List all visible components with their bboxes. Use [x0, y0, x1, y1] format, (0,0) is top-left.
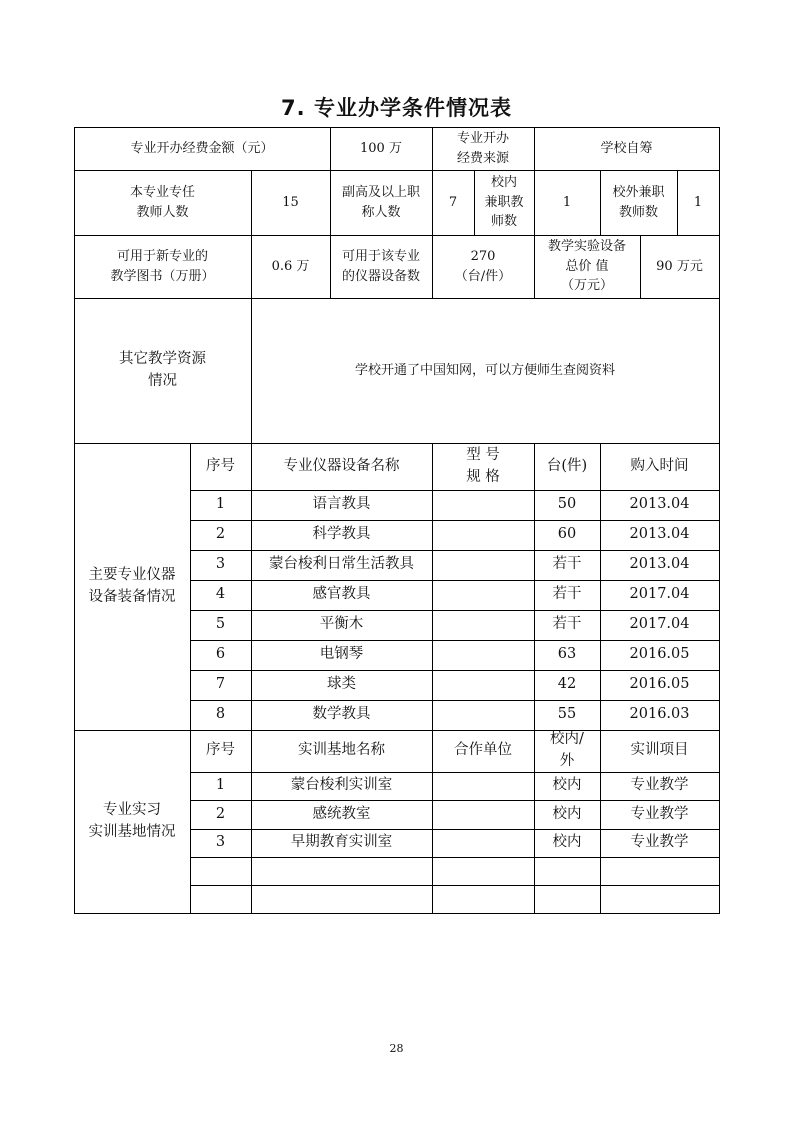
funding-source-label: 专业开办 经费来源	[456, 131, 509, 166]
eq-cell-qty: 60	[557, 526, 577, 543]
table-rule	[432, 127, 433, 171]
tr-cell-project: 专业教学	[630, 834, 689, 851]
table-rule	[251, 443, 252, 914]
table-rule	[640, 235, 641, 299]
eq-cell-name: 语言教具	[312, 496, 371, 513]
eq-cell-name: 数学教具	[312, 706, 371, 723]
table-rule	[190, 550, 720, 551]
table-rule	[74, 170, 720, 171]
tr-cell-project	[600, 885, 719, 913]
table-rule	[190, 640, 720, 641]
external-parttime-label: 校外兼职 教师数	[612, 185, 665, 220]
table-rule	[534, 127, 535, 171]
eq-cell-index: 1	[215, 496, 226, 513]
tr-cell-index	[190, 885, 251, 913]
tr-cell-index	[190, 857, 251, 885]
tr-cell-project	[600, 857, 719, 885]
eq-cell-date: 2017.04	[629, 616, 690, 633]
senior-title-label: 副高及以上职 称人数	[341, 185, 420, 220]
tr-cell-location: 校内	[552, 834, 582, 851]
internal-parttime-label: 校内 兼职教 师数	[484, 175, 524, 230]
eq-cell-name: 平衡木	[319, 616, 364, 633]
funding-source-value: 学校自筹	[600, 140, 653, 156]
tr-cell-partner	[432, 885, 534, 913]
eq-cell-date: 2016.05	[629, 646, 690, 663]
eq-cell-index: 7	[215, 676, 226, 693]
table-rule	[74, 730, 720, 731]
table-rule	[190, 700, 720, 701]
eq-cell-index: 5	[215, 616, 226, 633]
external-parttime-value: 1	[693, 194, 703, 210]
eq-header-index: 序号	[206, 457, 235, 474]
eq-cell-index: 6	[215, 646, 226, 663]
tr-header-location: 校内/ 外	[550, 731, 584, 769]
tr-cell-index: 3	[215, 834, 226, 851]
table-rule	[74, 443, 720, 444]
equipment-value-label: 教学实验设备 总价 值 （万元）	[547, 239, 626, 294]
table-rule	[251, 298, 252, 444]
eq-cell-qty: 42	[557, 676, 577, 693]
page-number: 28	[389, 1042, 404, 1055]
tr-cell-partner	[432, 857, 534, 885]
table-rule	[74, 913, 720, 914]
table-rule	[74, 235, 720, 236]
tr-cell-location: 校内	[552, 805, 582, 822]
eq-cell-name: 科学教具	[312, 526, 371, 543]
tr-cell-project: 专业教学	[630, 805, 689, 822]
eq-header-qty: 台(件)	[546, 457, 588, 474]
equipment-value-value: 90 万元	[656, 258, 703, 274]
table-rule	[74, 127, 720, 128]
eq-cell-date: 2016.05	[629, 676, 690, 693]
eq-cell-name: 感官教具	[312, 586, 371, 603]
tr-cell-project: 专业教学	[630, 777, 689, 794]
table-rule	[534, 443, 535, 914]
table-rule	[190, 520, 720, 521]
tr-cell-index: 2	[215, 805, 226, 822]
table-rule	[190, 670, 720, 671]
table-rule	[251, 170, 252, 236]
table-rule	[534, 170, 535, 236]
table-rule	[190, 580, 720, 581]
table-rule	[432, 235, 433, 299]
other-resources-value: 学校开通了中国知网，可以方便师生查阅资料	[354, 362, 615, 378]
eq-cell-date: 2017.04	[629, 586, 690, 603]
eq-cell-qty: 55	[557, 706, 577, 723]
tr-header-index: 序号	[206, 742, 235, 759]
table-rule	[190, 885, 720, 886]
eq-header-date: 购入时间	[630, 457, 689, 474]
table-rule	[534, 235, 535, 299]
books-value: 0.6 万	[271, 258, 310, 274]
table-rule	[74, 298, 720, 299]
tr-cell-location: 校内	[552, 777, 582, 794]
tr-cell-name: 蒙台梭利实训室	[290, 777, 393, 794]
eq-cell-index: 3	[215, 556, 226, 573]
table-rule	[251, 235, 252, 299]
table-rule	[190, 610, 720, 611]
table-rule	[330, 235, 331, 299]
eq-cell-name: 球类	[327, 676, 356, 693]
eq-cell-model	[432, 640, 534, 670]
table-rule	[600, 443, 601, 914]
table-rule	[432, 170, 433, 236]
fulltime-teachers-label: 本专业专任 教师人数	[129, 185, 195, 220]
funding-amount-label: 专业开办经费金额（元）	[130, 140, 274, 156]
eq-cell-index: 2	[215, 526, 226, 543]
eq-cell-date: 2016.03	[629, 706, 690, 723]
eq-cell-date: 2013.04	[629, 526, 690, 543]
tr-header-name: 实训基地名称	[298, 742, 385, 759]
eq-cell-qty: 50	[557, 496, 577, 513]
table-rule	[190, 857, 720, 858]
eq-cell-date: 2013.04	[629, 556, 690, 573]
eq-cell-model	[432, 580, 534, 610]
table-rule	[190, 443, 191, 914]
fulltime-teachers-value: 15	[282, 194, 299, 210]
tr-cell-location	[534, 885, 600, 913]
eq-cell-model	[432, 550, 534, 580]
eq-cell-name: 电钢琴	[319, 646, 364, 663]
eq-cell-qty: 若干	[552, 586, 582, 603]
eq-cell-qty: 63	[557, 646, 577, 663]
table-rule	[190, 829, 720, 830]
eq-cell-qty: 若干	[552, 616, 582, 633]
eq-cell-model	[432, 670, 534, 700]
table-rule	[432, 443, 433, 914]
eq-cell-model	[432, 700, 534, 730]
tr-cell-name	[251, 857, 432, 885]
equipment-count-value: 270 （台/件）	[454, 249, 512, 284]
table-rule	[190, 490, 720, 491]
tr-header-partner: 合作单位	[454, 742, 512, 759]
tr-cell-partner	[432, 829, 534, 857]
internal-parttime-value: 1	[562, 194, 572, 210]
tr-cell-partner	[432, 800, 534, 829]
eq-cell-qty: 若干	[552, 556, 582, 573]
table-rule	[190, 800, 720, 801]
page-title: 7. 专业办学条件情况表	[281, 96, 512, 120]
eq-header-name: 专业仪器设备名称	[283, 457, 400, 474]
tr-cell-index: 1	[215, 777, 226, 794]
eq-cell-model	[432, 520, 534, 550]
equipment-section-label: 主要专业仪器 设备装备情况	[88, 566, 176, 605]
senior-title-value: 7	[448, 194, 458, 210]
table-rule	[74, 127, 75, 914]
eq-cell-name: 蒙台梭利日常生活教具	[269, 556, 414, 573]
eq-header-model: 型 号 规 格	[466, 446, 500, 485]
table-rule	[600, 170, 601, 236]
equipment-count-label: 可用于该专业 的仪器设备数	[341, 249, 420, 284]
eq-cell-index: 8	[215, 706, 226, 723]
eq-cell-index: 4	[215, 586, 226, 603]
eq-cell-model	[432, 490, 534, 520]
tr-cell-partner	[432, 772, 534, 800]
table-rule	[474, 170, 475, 236]
tr-cell-name	[251, 885, 432, 913]
eq-cell-date: 2013.04	[629, 496, 690, 513]
funding-amount-value: 100 万	[360, 140, 402, 156]
tr-cell-name: 早期教育实训室	[290, 834, 393, 851]
table-rule	[330, 170, 331, 236]
books-label: 可用于新专业的 教学图书（万册）	[110, 249, 215, 284]
table-rule	[190, 772, 720, 773]
tr-header-project: 实训项目	[630, 742, 689, 759]
tr-cell-name: 感统教室	[312, 805, 371, 822]
tr-cell-location	[534, 857, 600, 885]
eq-cell-model	[432, 610, 534, 640]
training-section-label: 专业实习 实训基地情况	[88, 801, 176, 840]
table-rule	[330, 127, 331, 171]
other-resources-label: 其它教学资源 情况	[119, 350, 206, 389]
table-rule	[677, 170, 678, 236]
